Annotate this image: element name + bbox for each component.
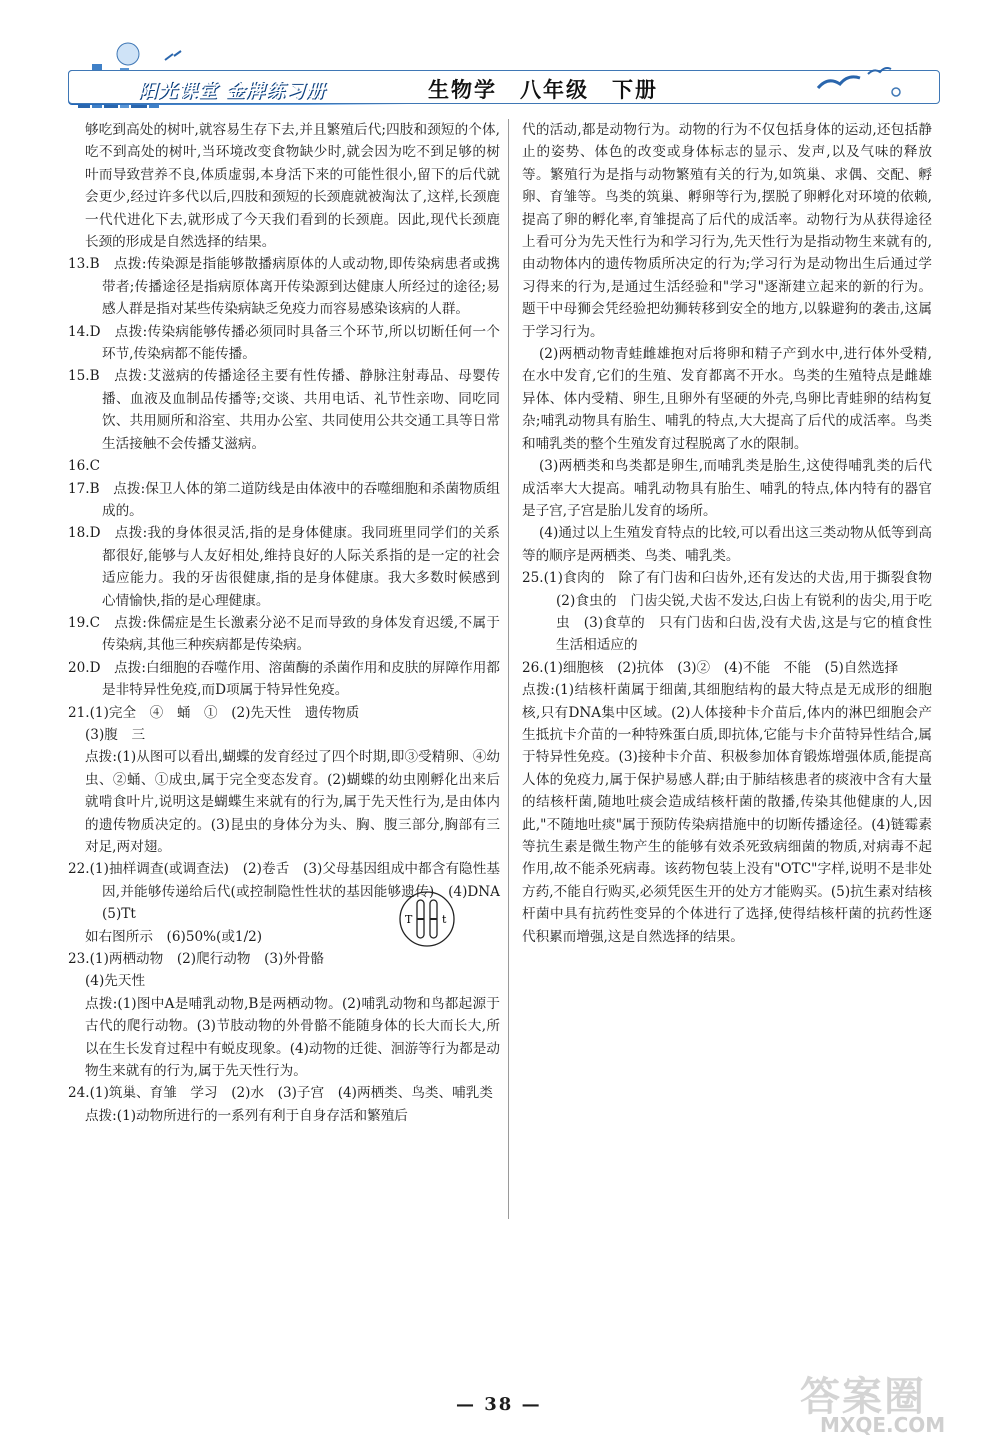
answer-paragraph: 17.B 点拨:保卫人体的第二道防线是由体液中的吞噬细胞和杀菌物质组成的。: [68, 480, 500, 519]
answer-column-left: [68, 119, 514, 1127]
answer-paragraph: 点拨:(1)从图可以看出,蝴蝶的发育经过了四个时期,即③受精卵、④幼虫、②蛹、①成虫,属于完全变态发育。(2)蝴蝶的幼虫刚孵化出来后就啃食叶片,说明这是蝴蝶生来就有的行为,属于先天性行为,是由体内的遗传物质决定的。(3)昆虫的身体分为头、胸、腹三部分,胸部有三对足,两对翅。: [85, 749, 500, 855]
answer-paragraph: 23.(1)两栖动物 (2)爬行动物 (3)外骨骼: [68, 951, 325, 968]
allele-label-T: T: [405, 913, 413, 927]
answer-paragraph: 如右图所示 (6)50%(或1/2): [85, 928, 263, 945]
answer-paragraph: (4)通过以上生殖发育特点的比较,可以看出这三类动物从低等到高等的顺序是两栖类、鸟类、哺乳类。: [522, 525, 932, 564]
answer-paragraph: 13.B 点拨:传染源是指能够散播病原体的人或动物,即传染病患者或携带者;传播途径是指病原体离开传染源到达健康人所经过的途径;易感人群是指对某些传染病缺乏免疫力而容易感染该病的人群。: [68, 256, 500, 318]
answer-paragraph: 点拨:(1)动物所进行的一系列有利于自身存活和繁殖后: [85, 1107, 408, 1124]
answer-paragraph: 代的活动,都是动物行为。动物的行为不仅包括身体的运动,还包括静止的姿势、体色的改变或身体标志的显示、发声,以及气味的释放等。繁殖行为是指与动物繁殖有关的行为,如筑巢、求偶、交配、孵卵、育雏等。鸟类的筑巢、孵卵等行为,摆脱了卵孵化对环境的依赖,提高了卵的孵化率,育雏提高了后代的成活率。动物行为从获得途径上看可分为先天性行为和学习行为,先天性行为是指动物生来就有的,由动物体内的遗传物质所决定的行为;学习行为是动物出生后通过学习得来的行为,是通过生活经验和"学习"逐渐建立起来的新的行为。题干中母狮会凭经验把幼狮转移到安全的地方,以躲避狗的袭击,这属于学习行为。: [522, 122, 932, 340]
answer-paragraph: 点拨:(1)结核杆菌属于细菌,其细胞结构的最大特点是无成形的细胞核,只有DNA集中区域。(2)人体接种卡介苗后,体内的淋巴细胞会产生抵抗卡介苗的一种特殊蛋白质,即抗体,它能与卡介苗特异性结合,属于特异性免疫。(3)接种卡介苗、积极参加体育锻炼增强体质,能提高人体的免疫力,属于保护易感人群;由于肺结核患者的痰液中含有大量的结核杆菌,随地吐痰会造成结核杆菌的散播,传染其他健康的人,因此,"不随地吐痰"属于预防传染病措施中的切断传播途径。(4)链霉素等抗生素是微生物产生的能够有效杀死致病细菌的物质,对病毒不起作用,故不能杀死病毒。该药物包装上没有"OTC"字样,说明不是非处方药,不能自行购买,必须凭医生开的处方才能购买。(5)抗生素对结核杆菌中具有抗药性变异的个体进行了选择,使得结核杆菌的抗药性逐代积累而增强,这是自然选择的结果。: [522, 682, 932, 945]
answer-paragraph: 18.D 点拨:我的身体很灵活,指的是身体健康。我同班里同学们的关系都很好,能够与人友好相处,维持良好的人际关系指的是一定的社会适应能力。我的牙齿很健康,指的是身体健康。我大多数时候感到心情愉快,指的是心理健康。: [68, 525, 500, 609]
answer-paragraph: 24.(1)筑巢、育雏 学习 (2)水 (3)子宫 (4)两栖类、鸟类、哺乳类: [68, 1085, 493, 1102]
answer-paragraph: 14.D 点拨:传染病能够传播必须同时具备三个环节,所以切断任何一个环节,传染病都不能传播。: [68, 323, 500, 363]
column-divider: [508, 119, 509, 1219]
answer-paragraph: 21.(1)完全 ④ 蛹 ① (2)先天性 遗传物质: [68, 704, 360, 721]
chromosome-diagram: [398, 890, 456, 955]
answer-paragraph: 20.D 点拨:白细胞的吞噬作用、溶菌酶的杀菌作用和皮肤的屏障作用都是非特异性免疫,而D项属于特异性免疫。: [68, 659, 500, 699]
watermark-logo-text: 答案圈: [800, 1374, 926, 1420]
watermark-url: MXQE.COM: [820, 1413, 946, 1437]
answer-paragraph: 15.B 点拨:艾滋病的传播途径主要有性传播、静脉注射毒品、母婴传播、血液及血制品传播等;交谈、共用电话、礼节性亲吻、同吃同饮、共用厕所和浴室、共用办公室、共同使用公共交通工具等日常生活接触不会传播艾滋病。: [68, 368, 500, 452]
answer-paragraph: 点拨:(1)图中A是哺乳动物,B是两栖动物。(2)哺乳动物和鸟都起源于古代的爬行动物。(3)节肢动物的外骨骼不能随身体的长大而长大,所以在生长发育过程中有蜕皮现象。(4)动物的迁徙、洄游等行为都是动物生来就有的行为,属于先天性行为。: [85, 995, 500, 1080]
answer-paragraph: (3)腹 三: [85, 726, 146, 743]
answer-paragraph: 26.(1)细胞核 (2)抗体 (3)② (4)不能 不能 (5)自然选择: [522, 659, 899, 676]
answer-paragraph: (3)两栖类和鸟类都是卵生,而哺乳类是胎生,这使得哺乳类的后代成活率大大提高。哺乳动物具有胎生、哺乳的特点,体内特有的器官是子宫,子宫是胎儿发育的场所。: [522, 458, 932, 519]
answer-paragraph: 25.(1)食肉的 除了有门齿和臼齿外,还有发达的犬齿,用于撕裂食物 (2)食虫的 门齿尖锐,犬齿不发达,臼齿上有锐利的齿尖,用于吃虫 (3)食草的 只有门齿和臼齿,没有犬齿,这是与它的植食性生活相适应的: [522, 570, 946, 654]
answer-paragraph: (2)两栖动物青蛙雌雄抱对后将卵和精子产到水中,进行体外受精,在水中发育,它们的生殖、发育都离不开水。鸟类的生殖特点是雌雄异体、体内受精、卵生,且卵外有坚硬的外壳,鸟卵比青蛙卵的结构复杂;哺乳动物具有胎生、哺乳的特点,大大提高了后代的成活率。鸟类和哺乳类的整个生殖发育过程脱离了水的限制。: [522, 346, 932, 452]
answer-paragraph: 够吃到高处的树叶,就容易生存下去,并且繁殖后代;四肢和颈短的个体,吃不到高处的树叶,当环境改变食物缺少时,就会因为吃不到足够的树叶而导致营养不良,体质虚弱,本身活下来的可能性很小,留下的后代就会更少,经过许多代以后,四肢和颈短的长颈鹿就被淘汰了,这样,长颈鹿一代代进化下去,就形成了今天我们看到的长颈鹿。因此,现代长颈鹿长颈的形成是自然选择的结果。: [85, 122, 500, 251]
answer-paragraph: (4)先天性: [85, 973, 146, 990]
answer-paragraph: 19.C 点拨:侏儒症是生长激素分泌不足而导致的身体发育迟缓,不属于传染病,其他三种疾病都是传染病。: [68, 614, 500, 654]
allele-label-t: t: [442, 913, 447, 927]
page-header: [68, 40, 938, 112]
series-title: 阳光课堂 金牌练习册: [138, 80, 326, 102]
birds-icon: [798, 60, 908, 100]
site-watermark: [800, 1365, 990, 1440]
answer-paragraph: 16.C: [68, 458, 101, 475]
page-number: — 38 —: [456, 1394, 542, 1415]
answer-column-right: [522, 119, 946, 948]
answer-paragraph: 22.(1)抽样调查(或调查法) (2)卷舌 (3)父母基因组成中都含有隐性基因,并能够传递给后代(或控制隐性性状的基因能够遗传) (4)DNA (5)Tt: [68, 861, 514, 923]
book-subject: 生物学 八年级 下册: [428, 77, 658, 102]
